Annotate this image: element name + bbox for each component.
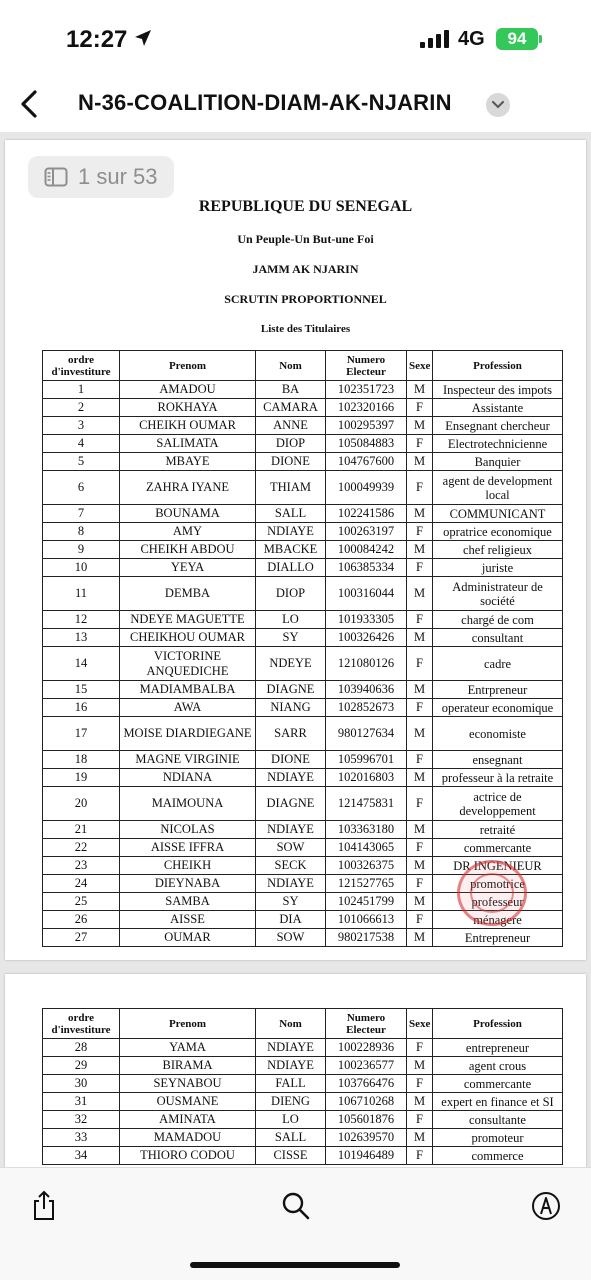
profession-cell: Electrotechnicienne: [433, 435, 563, 453]
last-name-cell: NIANG: [256, 699, 326, 717]
last-name-cell: SOW: [256, 839, 326, 857]
table-row: [43, 911, 563, 929]
profession-cell: expert en finance et SI: [433, 1093, 563, 1111]
profession-cell: ensegnant: [433, 751, 563, 769]
country-heading: REPUBLIQUE DU SENEGAL: [198, 198, 413, 215]
column-header: Prenom: [120, 351, 256, 381]
sex-cell: F: [407, 1111, 433, 1129]
rank-cell: 14: [43, 647, 120, 681]
first-name-cell: NICOLAS: [120, 821, 256, 839]
last-name-cell: CAMARA: [256, 399, 326, 417]
table-row: [43, 839, 563, 857]
voter-number-cell: 980127634: [326, 717, 407, 751]
voter-number-cell: 102639570: [326, 1129, 407, 1147]
last-name-cell: DIOP: [256, 577, 326, 611]
first-name-cell: MAIMOUNA: [120, 787, 256, 821]
profession-cell: Entrpreneur: [433, 681, 563, 699]
battery-icon: 94: [496, 28, 538, 50]
table-row: [43, 647, 563, 681]
last-name-cell: DIALLO: [256, 559, 326, 577]
last-name-cell: LO: [256, 1111, 326, 1129]
voter-number-cell: 104143065: [326, 839, 407, 857]
sex-cell: F: [407, 1039, 433, 1057]
table-header-row: [43, 1009, 563, 1039]
chevron-left-icon: [20, 89, 38, 119]
rank-cell: 29: [43, 1057, 120, 1075]
last-name-cell: CISSE: [256, 1147, 326, 1165]
rank-cell: 31: [43, 1093, 120, 1111]
profession-cell: agent crous: [433, 1057, 563, 1075]
last-name-cell: SARR: [256, 717, 326, 751]
search-button[interactable]: [276, 1186, 316, 1226]
column-header: Numero Electeur: [326, 1009, 407, 1039]
column-header: Prenom: [120, 1009, 256, 1039]
voter-number-cell: 121080126: [326, 647, 407, 681]
sex-cell: M: [407, 821, 433, 839]
profession-cell: professeur: [433, 893, 563, 911]
rank-cell: 22: [43, 839, 120, 857]
table-row: [43, 751, 563, 769]
sex-cell: M: [407, 417, 433, 435]
sex-cell: F: [407, 399, 433, 417]
table-row: [43, 541, 563, 559]
sex-cell: M: [407, 577, 433, 611]
voter-number-cell: 102016803: [326, 769, 407, 787]
rank-cell: 23: [43, 857, 120, 875]
table-row: [43, 381, 563, 399]
profession-cell: ménagere: [433, 911, 563, 929]
sex-cell: M: [407, 629, 433, 647]
profession-cell: consultant: [433, 629, 563, 647]
profession-cell: Banquier: [433, 453, 563, 471]
rank-cell: 21: [43, 821, 120, 839]
profession-cell: commercante: [433, 1075, 563, 1093]
profession-cell: consultante: [433, 1111, 563, 1129]
last-name-cell: NDEYE: [256, 647, 326, 681]
sex-cell: M: [407, 381, 433, 399]
table-row: [43, 769, 563, 787]
sidebar-icon: [44, 167, 68, 187]
page-counter[interactable]: [28, 156, 174, 198]
last-name-cell: SY: [256, 629, 326, 647]
last-name-cell: SECK: [256, 857, 326, 875]
document-page-1: [5, 140, 586, 960]
first-name-cell: MAMADOU: [120, 1129, 256, 1147]
sex-cell: M: [407, 769, 433, 787]
chevron-down-icon: [492, 101, 504, 109]
voter-number-cell: 106385334: [326, 559, 407, 577]
table-row: [43, 629, 563, 647]
profession-cell: professeur à la retraite: [433, 769, 563, 787]
first-name-cell: CHEIKH ABDOU: [120, 541, 256, 559]
voter-number-cell: 100263197: [326, 523, 407, 541]
column-header: ordre d'investiture: [43, 351, 120, 381]
column-header: Nom: [256, 351, 326, 381]
rank-cell: 19: [43, 769, 120, 787]
voter-number-cell: 102320166: [326, 399, 407, 417]
share-button[interactable]: [24, 1186, 64, 1226]
sex-cell: M: [407, 681, 433, 699]
rank-cell: 28: [43, 1039, 120, 1057]
first-name-cell: NDEYE MAGUETTE: [120, 611, 256, 629]
voter-number-cell: 100228936: [326, 1039, 407, 1057]
candidates-table-continued: [42, 1008, 563, 1165]
last-name-cell: NDIAYE: [256, 875, 326, 893]
page-counter-label: 1 sur 53: [78, 164, 158, 189]
first-name-cell: MAGNE VIRGINIE: [120, 751, 256, 769]
first-name-cell: SEYNABOU: [120, 1075, 256, 1093]
profession-cell: actrice de developpement: [433, 787, 563, 821]
table-header-row: [43, 351, 563, 381]
table-row: [43, 875, 563, 893]
last-name-cell: NDIAYE: [256, 821, 326, 839]
location-arrow-icon: [133, 28, 153, 53]
last-name-cell: SALL: [256, 505, 326, 523]
first-name-cell: OUMAR: [120, 929, 256, 947]
sex-cell: F: [407, 1147, 433, 1165]
column-header: ordre d'investiture: [43, 1009, 120, 1039]
rank-cell: 16: [43, 699, 120, 717]
table-row: [43, 1057, 563, 1075]
first-name-cell: MOISE DIARDIEGANE: [120, 717, 256, 751]
first-name-cell: AMINATA: [120, 1111, 256, 1129]
rank-cell: 20: [43, 787, 120, 821]
column-header: Sexe: [407, 1009, 433, 1039]
voter-number-cell: 103766476: [326, 1075, 407, 1093]
rank-cell: 15: [43, 681, 120, 699]
last-name-cell: DIOP: [256, 435, 326, 453]
title-menu-button[interactable]: [486, 93, 510, 117]
last-name-cell: SOW: [256, 929, 326, 947]
voter-number-cell: 105601876: [326, 1111, 407, 1129]
rank-cell: 32: [43, 1111, 120, 1129]
voter-number-cell: 100236577: [326, 1057, 407, 1075]
profession-cell: DR INGENIEUR: [433, 857, 563, 875]
rank-cell: 27: [43, 929, 120, 947]
ballot-type-heading: SCRUTIN PROPORTIONNEL: [224, 292, 387, 306]
rank-cell: 1: [43, 381, 120, 399]
first-name-cell: ZAHRA IYANE: [120, 471, 256, 505]
last-name-cell: DIA: [256, 911, 326, 929]
back-button[interactable]: [12, 86, 46, 122]
table-row: [43, 821, 563, 839]
rank-cell: 30: [43, 1075, 120, 1093]
last-name-cell: NDIAYE: [256, 523, 326, 541]
first-name-cell: DEMBA: [120, 577, 256, 611]
voter-number-cell: 102451799: [326, 893, 407, 911]
rank-cell: 24: [43, 875, 120, 893]
last-name-cell: ANNE: [256, 417, 326, 435]
sex-cell: F: [407, 787, 433, 821]
sex-cell: M: [407, 1129, 433, 1147]
column-header: Nom: [256, 1009, 326, 1039]
profession-cell: Administrateur de société: [433, 577, 563, 611]
first-name-cell: OUSMANE: [120, 1093, 256, 1111]
coalition-heading: JAMM AK NJARIN: [252, 262, 359, 276]
voter-number-cell: 102852673: [326, 699, 407, 717]
sex-cell: M: [407, 453, 433, 471]
first-name-cell: CHEIKH: [120, 857, 256, 875]
table-row: [43, 577, 563, 611]
table-row: [43, 1039, 563, 1057]
voter-number-cell: 106710268: [326, 1093, 407, 1111]
first-name-cell: MADIAMBALBA: [120, 681, 256, 699]
voter-number-cell: 101066613: [326, 911, 407, 929]
profession-cell: economiste: [433, 717, 563, 751]
sex-cell: M: [407, 717, 433, 751]
profession-cell: Assistante: [433, 399, 563, 417]
profession-cell: retraité: [433, 821, 563, 839]
sex-cell: F: [407, 435, 433, 453]
voter-number-cell: 102241586: [326, 505, 407, 523]
voter-number-cell: 101946489: [326, 1147, 407, 1165]
rank-cell: 6: [43, 471, 120, 505]
first-name-cell: BIRAMA: [120, 1057, 256, 1075]
status-bar: [0, 0, 591, 80]
last-name-cell: DIENG: [256, 1093, 326, 1111]
rank-cell: 17: [43, 717, 120, 751]
sex-cell: M: [407, 541, 433, 559]
table-row: [43, 787, 563, 821]
first-name-cell: YEYA: [120, 559, 256, 577]
voter-number-cell: 100049939: [326, 471, 407, 505]
first-name-cell: AISSE: [120, 911, 256, 929]
profession-cell: COMMUNICANT: [433, 505, 563, 523]
rank-cell: 2: [43, 399, 120, 417]
rank-cell: 9: [43, 541, 120, 559]
table-row: [43, 1093, 563, 1111]
table-row: [43, 471, 563, 505]
profession-cell: opratrice economique: [433, 523, 563, 541]
rank-cell: 34: [43, 1147, 120, 1165]
rank-cell: 4: [43, 435, 120, 453]
table-row: [43, 399, 563, 417]
sex-cell: F: [407, 699, 433, 717]
last-name-cell: DIONE: [256, 751, 326, 769]
table-row: [43, 1129, 563, 1147]
rank-cell: 5: [43, 453, 120, 471]
table-row: [43, 559, 563, 577]
table-row: [43, 417, 563, 435]
sex-cell: F: [407, 751, 433, 769]
nav-bar: [0, 80, 591, 130]
table-row: [43, 1147, 563, 1165]
last-name-cell: FALL: [256, 1075, 326, 1093]
table-row: [43, 699, 563, 717]
rank-cell: 7: [43, 505, 120, 523]
profession-cell: operateur economique: [433, 699, 563, 717]
last-name-cell: NDIAYE: [256, 1057, 326, 1075]
markup-icon: [530, 1190, 562, 1222]
voter-number-cell: 100316044: [326, 577, 407, 611]
candidates-table: [42, 350, 563, 947]
markup-button[interactable]: [526, 1186, 566, 1226]
rank-cell: 13: [43, 629, 120, 647]
rank-cell: 10: [43, 559, 120, 577]
rank-cell: 8: [43, 523, 120, 541]
voter-number-cell: 100326426: [326, 629, 407, 647]
profession-cell: promoteur: [433, 1129, 563, 1147]
rank-cell: 12: [43, 611, 120, 629]
last-name-cell: DIONE: [256, 453, 326, 471]
first-name-cell: CHEIKHOU OUMAR: [120, 629, 256, 647]
table-row: [43, 453, 563, 471]
sex-cell: F: [407, 559, 433, 577]
sex-cell: F: [407, 911, 433, 929]
voter-number-cell: 101933305: [326, 611, 407, 629]
sex-cell: F: [407, 839, 433, 857]
document-viewer[interactable]: [0, 132, 591, 1167]
profession-cell: Entrepreneur: [433, 929, 563, 947]
first-name-cell: MBAYE: [120, 453, 256, 471]
rank-cell: 33: [43, 1129, 120, 1147]
voter-number-cell: 100295397: [326, 417, 407, 435]
voter-number-cell: 103363180: [326, 821, 407, 839]
first-name-cell: SAMBA: [120, 893, 256, 911]
home-indicator: [190, 1262, 400, 1268]
table-row: [43, 893, 563, 911]
sex-cell: M: [407, 505, 433, 523]
first-name-cell: THIORO CODOU: [120, 1147, 256, 1165]
table-row: [43, 717, 563, 751]
column-header: Profession: [433, 1009, 563, 1039]
column-header: Sexe: [407, 351, 433, 381]
first-name-cell: AWA: [120, 699, 256, 717]
last-name-cell: DIAGNE: [256, 787, 326, 821]
sex-cell: M: [407, 929, 433, 947]
sex-cell: M: [407, 893, 433, 911]
table-row: [43, 857, 563, 875]
sex-cell: M: [407, 1093, 433, 1111]
rank-cell: 11: [43, 577, 120, 611]
motto-heading: Un Peuple-Un But-une Foi: [237, 232, 374, 246]
status-time: 12:27: [66, 26, 128, 53]
last-name-cell: MBACKE: [256, 541, 326, 559]
sex-cell: F: [407, 523, 433, 541]
profession-cell: Inspecteur des impots: [433, 381, 563, 399]
sex-cell: F: [407, 471, 433, 505]
first-name-cell: AMADOU: [120, 381, 256, 399]
last-name-cell: THIAM: [256, 471, 326, 505]
sex-cell: F: [407, 1075, 433, 1093]
last-name-cell: DIAGNE: [256, 681, 326, 699]
rank-cell: 18: [43, 751, 120, 769]
profession-cell: Ensegnant chercheur: [433, 417, 563, 435]
rank-cell: 3: [43, 417, 120, 435]
column-header: Numero Electeur: [326, 351, 407, 381]
last-name-cell: LO: [256, 611, 326, 629]
voter-number-cell: 104767600: [326, 453, 407, 471]
profession-cell: chef religieux: [433, 541, 563, 559]
voter-number-cell: 102351723: [326, 381, 407, 399]
voter-number-cell: 100326375: [326, 857, 407, 875]
search-icon: [281, 1191, 311, 1221]
last-name-cell: NDIAYE: [256, 1039, 326, 1057]
table-row: [43, 435, 563, 453]
profession-cell: agent de development local: [433, 471, 563, 505]
first-name-cell: ROKHAYA: [120, 399, 256, 417]
battery-tip: [539, 35, 542, 43]
profession-cell: entrepreneur: [433, 1039, 563, 1057]
first-name-cell: AISSE IFFRA: [120, 839, 256, 857]
profession-cell: commerce: [433, 1147, 563, 1165]
sex-cell: M: [407, 857, 433, 875]
profession-cell: promotrice: [433, 875, 563, 893]
table-row: [43, 1075, 563, 1093]
table-row: [43, 611, 563, 629]
voter-number-cell: 105084883: [326, 435, 407, 453]
profession-cell: cadre: [433, 647, 563, 681]
document-page-2: [5, 974, 586, 1167]
first-name-cell: BOUNAMA: [120, 505, 256, 523]
last-name-cell: SALL: [256, 1129, 326, 1147]
sex-cell: F: [407, 611, 433, 629]
voter-number-cell: 121527765: [326, 875, 407, 893]
voter-number-cell: 105996701: [326, 751, 407, 769]
list-label: Liste des Titulaires: [260, 323, 351, 335]
column-header: Profession: [433, 351, 563, 381]
table-row: [43, 523, 563, 541]
table-row: [43, 1111, 563, 1129]
first-name-cell: DIEYNABA: [120, 875, 256, 893]
voter-number-cell: 121475831: [326, 787, 407, 821]
cellular-signal-icon: [420, 30, 450, 53]
share-icon: [30, 1190, 58, 1222]
profession-cell: juriste: [433, 559, 563, 577]
table-row: [43, 681, 563, 699]
document-title[interactable]: N-36-COALITION-DIAM-AK-NJARIN: [78, 90, 452, 115]
voter-number-cell: 100084242: [326, 541, 407, 559]
rank-cell: 25: [43, 893, 120, 911]
voter-number-cell: 980217538: [326, 929, 407, 947]
network-type: 4G: [458, 28, 485, 50]
first-name-cell: VICTORINE ANQUEDICHE: [120, 647, 256, 681]
first-name-cell: SALIMATA: [120, 435, 256, 453]
sex-cell: F: [407, 647, 433, 681]
first-name-cell: YAMA: [120, 1039, 256, 1057]
sex-cell: M: [407, 1057, 433, 1075]
voter-number-cell: 103940636: [326, 681, 407, 699]
profession-cell: chargé de com: [433, 611, 563, 629]
rank-cell: 26: [43, 911, 120, 929]
profession-cell: commercante: [433, 839, 563, 857]
last-name-cell: BA: [256, 381, 326, 399]
table-row: [43, 505, 563, 523]
sex-cell: F: [407, 875, 433, 893]
last-name-cell: NDIAYE: [256, 769, 326, 787]
first-name-cell: AMY: [120, 523, 256, 541]
first-name-cell: NDIANA: [120, 769, 256, 787]
last-name-cell: SY: [256, 893, 326, 911]
first-name-cell: CHEIKH OUMAR: [120, 417, 256, 435]
table-row: [43, 929, 563, 947]
